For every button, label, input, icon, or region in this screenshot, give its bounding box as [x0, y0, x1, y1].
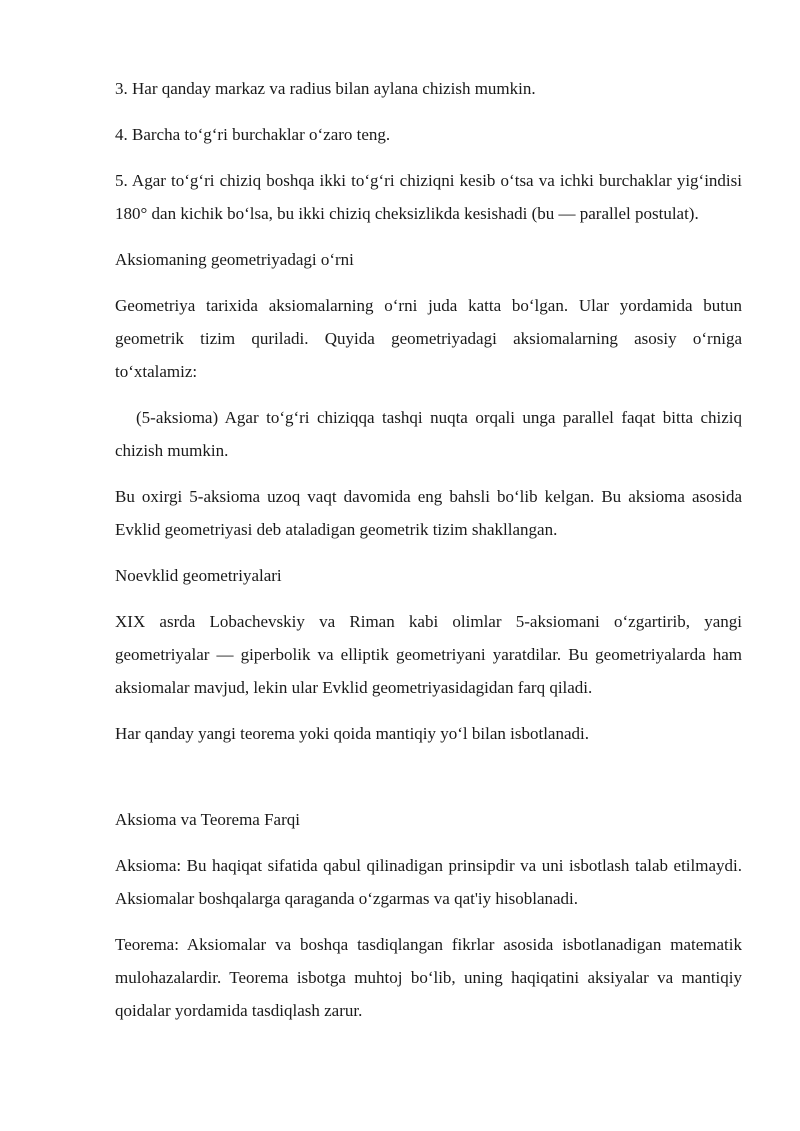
- paragraph-axiom-definition: Aksioma: Bu haqiqat sifatida qabul qilinadigan prinsipdir va uni isbotlash talab etilmaydi. Aksiomalar boshqalarga qaraganda o‘zgarmas va qat'iy hisoblanadi.: [115, 856, 742, 908]
- paragraph-role: Geometriya tarixida aksiomalarning o‘rni juda katta bo‘lgan. Ular yordamida butun geometrik tizim quriladi. Quyida geometriyadagi aksiomalarning asosiy o‘rniga to‘xtalamiz:: [115, 296, 742, 381]
- paragraph-theorem-definition: Teorema: Aksiomalar va boshqa tasdiqlangan fikrlar asosida isbotlanadigan matematik mulohazalardir. Teorema isbotga muhtoj bo‘lib, uning haqiqatini aksiyalar va mantiqiy qoidalar yordamida tasdiqlash zarur.: [115, 935, 742, 1020]
- paragraph-theorem-proof: Har qanday yangi teorema yoki qoida mantiqiy yo‘l bilan isbotlanadi.: [115, 724, 589, 743]
- list-item-5: 5. Agar to‘g‘ri chiziq boshqa ikki to‘g‘ri chiziqni kesib o‘tsa va ichki burchaklar yig‘indisi 180° dan kichik bo‘lsa, bu ikki chiziq cheksizlikda kesishadi (bu — parallel postulat).: [115, 171, 742, 223]
- paragraph-axiom5: (5-aksioma) Agar to‘g‘ri chiziqqa tashqi nuqta orqali unga parallel faqat bitta chiziq chizish mumkin.: [115, 408, 742, 460]
- document-page: [115, 72, 742, 1040]
- paragraph-axiom5-history: Bu oxirgi 5-aksioma uzoq vaqt davomida eng bahsli bo‘lib kelgan. Bu aksioma asosida Evklid geometriyasi deb ataladigan geometrik tizim shakllangan.: [115, 487, 742, 539]
- paragraph-noneuclid: XIX asrda Lobachevskiy va Riman kabi olimlar 5-aksiomani o‘zgartirib, yangi geometriyalar — giperbolik va elliptik geometriyani yaratdilar. Bu geometriyalarda ham aksiomalar mavjud, lekin ular Evklid geometriyasidagidan farq qiladi.: [115, 612, 742, 697]
- section-heading-noneuclid: Noevklid geometriyalari: [115, 566, 282, 585]
- list-item-3: 3. Har qanday markaz va radius bilan aylana chizish mumkin.: [115, 79, 536, 98]
- section-heading-role: Aksiomaning geometriyadagi o‘rni: [115, 250, 354, 269]
- section-heading-difference: Aksioma va Teorema Farqi: [115, 810, 300, 829]
- list-item-4: 4. Barcha to‘g‘ri burchaklar o‘zaro teng.: [115, 125, 391, 144]
- blank-gap: [115, 763, 742, 803]
